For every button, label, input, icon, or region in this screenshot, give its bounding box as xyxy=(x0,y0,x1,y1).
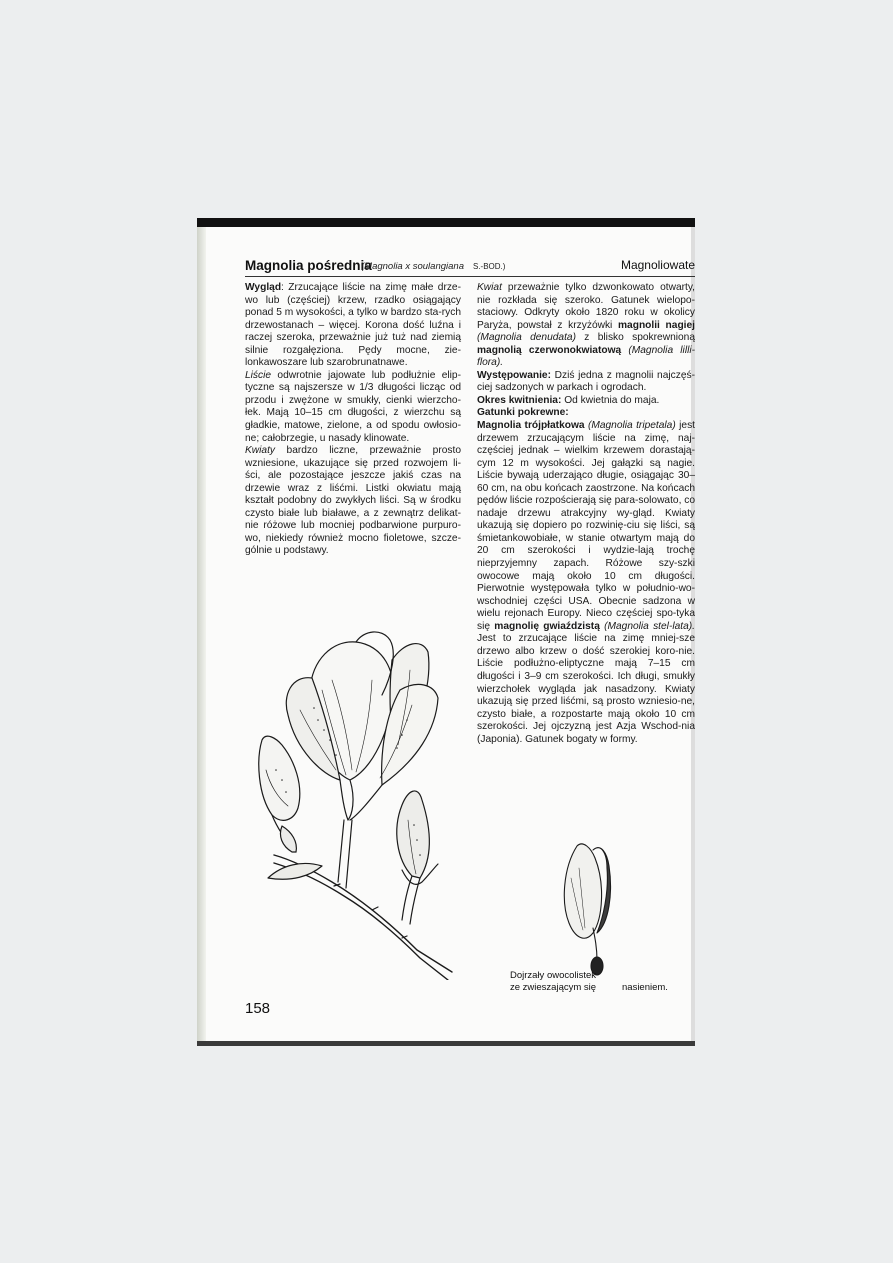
italic-magnolia-tripetala: (Magnolia tripetala) xyxy=(584,420,676,432)
italic-magnolia-lilliflora: (Magnolia lilli-flora). xyxy=(477,344,695,369)
text-flowering: Od kwietnia do maja. xyxy=(561,394,660,406)
left-text-column xyxy=(245,282,461,558)
page-number: 158 xyxy=(245,1000,271,1017)
bold-magnolia-naga: magnolii nagiej xyxy=(618,319,695,331)
label-appearance: Wygląd xyxy=(245,282,282,293)
text-occurrence: Dziś jedna z magnolii najczęś-ciej sadzonych w parkach i ogrodach. xyxy=(477,369,695,394)
paragraph-related xyxy=(477,420,695,746)
label-flower: Kwiat xyxy=(477,282,502,293)
text-appearance: : Zrzucające liście na zimę małe drze-wo lub (częściej) krzew, rzadko osiągający ponad 5 m wysokości, a tylko w bardzo sta-rych drzewostanach – więcej. Korona dość luźna i raczej szeroka, przeważnie już tuż nad ziemią silnie rozgałęziona. Pędy mocne, zie-lonkawoszare lub szarobrunatnawe. xyxy=(245,282,461,369)
magnolia-flower-illustration xyxy=(252,620,462,980)
species-latin-name: (Magnolia x soulangiana xyxy=(361,261,464,272)
scanned-page xyxy=(197,218,695,1046)
paragraph-flowering xyxy=(477,395,695,408)
page-header xyxy=(245,256,695,277)
label-occurrence: Występowanie: xyxy=(477,369,551,381)
text-related-1: jest drzewem zrzucającym liście na zimę, naj-częściej jednak – wielkim krzewem dorastają-cym 12 m wysokości. Jej gałązki są nagie. Liście bywają uderzająco długie, osiągając 30–60 cm, na obu końcach zaostrzone. Na końcach pędów liście rozpościerają się para-solowato, co nadaje drzewu atrakcyjny wy-gląd. Kwiaty ukazują się dopiero po rozwinię-ciu się liści, są śmietankowobiałe, w stanie otwartym mają do 20 cm szerokości i wydzie-lają trochę nieprzyjemny zapach. Różowe szy-szki owocowe mają około 10 cm długości. Pierwotnie występowała tylko w południo-wo-wschodniej części USA. Obecnie sadzona w wielu rejonach Europy. Nieco częściej spo-tyka się xyxy=(477,420,695,632)
species-title: Magnolia pośrednia xyxy=(245,258,372,273)
figure-caption xyxy=(510,970,690,994)
text-flower: przeważnie tylko dzwonkowato otwarty, nie rozkłada się szeroko. Gatunek wielopo-staciowy. Odkryty około 1820 roku w okolicy Paryża, powstał z krzyżówki xyxy=(477,282,695,331)
paragraph-occurrence xyxy=(477,370,695,395)
bold-magnolia-trojplatkowa: Magnolia trójpłatkowa xyxy=(477,420,585,432)
text-flowers: bardzo liczne, przeważnie prosto wzniesione, ukazujące się przed rozwojem li-ści, ale pozostające jeszcze jakiś czas na drzewie wraz z liśćmi. Listki okwiatu mają kształt podobny do zwykłych liści. Są w środku czysto białe lub białawe, a z zewnątrz delikat-nie różowe lub mocniej podbarwione purpuro-wo, niekiedy również mocno fioletowe, szcze-gólnie u podstawy. xyxy=(245,445,461,557)
paragraph-flowers xyxy=(245,445,461,558)
bold-magnolia-czerwonokwiatowa: magnolią czerwonokwiatową xyxy=(477,344,622,356)
paragraph-leaves xyxy=(245,370,461,445)
caption-line-2: ze zwieszającym się xyxy=(510,982,597,993)
label-flowering: Okres kwitnienia: xyxy=(477,394,562,406)
italic-magnolia-denudata: (Magnolia denudata) xyxy=(477,332,576,344)
family-name: Magnoliowate xyxy=(620,258,695,272)
caption-line-1: Dojrzały owocolistek xyxy=(510,970,597,981)
label-related: Gatunki pokrewne: xyxy=(477,407,569,419)
scan-bottom-shadow xyxy=(197,1041,695,1046)
paragraph-appearance xyxy=(245,282,461,370)
label-flowers: Kwiaty xyxy=(245,445,276,457)
paragraph-flower xyxy=(477,282,695,370)
text-flower-2: z blisko spokrewnioną xyxy=(575,332,695,344)
paragraph-related-heading xyxy=(477,407,695,420)
right-text-column xyxy=(477,282,695,746)
fruit-follicle-illustration xyxy=(557,838,627,978)
italic-magnolia-stellata: (Magnolia stel-lata). xyxy=(599,620,695,632)
label-leaves: Liście xyxy=(245,369,272,381)
bold-magnolia-gwiazdzista: magnolię gwiaździstą xyxy=(494,620,600,632)
species-author: S.-BOD.) xyxy=(473,262,506,271)
scan-top-shadow xyxy=(197,218,695,227)
text-related-2: Jest to zrzucające liście na zimę mniej-sze drzewo albo krzew o dość szerokiej koro-nie. Liście podłużno-eliptyczne mają 7–15 cm długości i 3–9 cm szerokości. Ich długi, smukły wierzchołek wygląda jak nasadzony. Kwiaty ukazują się przed liśćmi, są prosto wzniesio-ne, czysto białe, a rozpostarte mają około 10 cm szerokości. Jej ojczyzną jest Azja Wschod-nia (Japonia). Gatunek bogaty w formy. xyxy=(477,633,695,745)
text-leaves: odwrotnie jajowate lub podłużnie elip-tyczne są najszersze w 1/3 długości licząc od przodu i zwężone w smukły, cienki wierzcho-łek. Mają 10–15 cm długości, z wierzchu są gładkie, matowe, zielone, a od spodu owłosio-ne; całobrzegie, u nasady klinowate. xyxy=(245,369,461,444)
page-gutter-shadow xyxy=(197,227,206,1046)
caption-line-3: nasieniem. xyxy=(622,982,668,993)
